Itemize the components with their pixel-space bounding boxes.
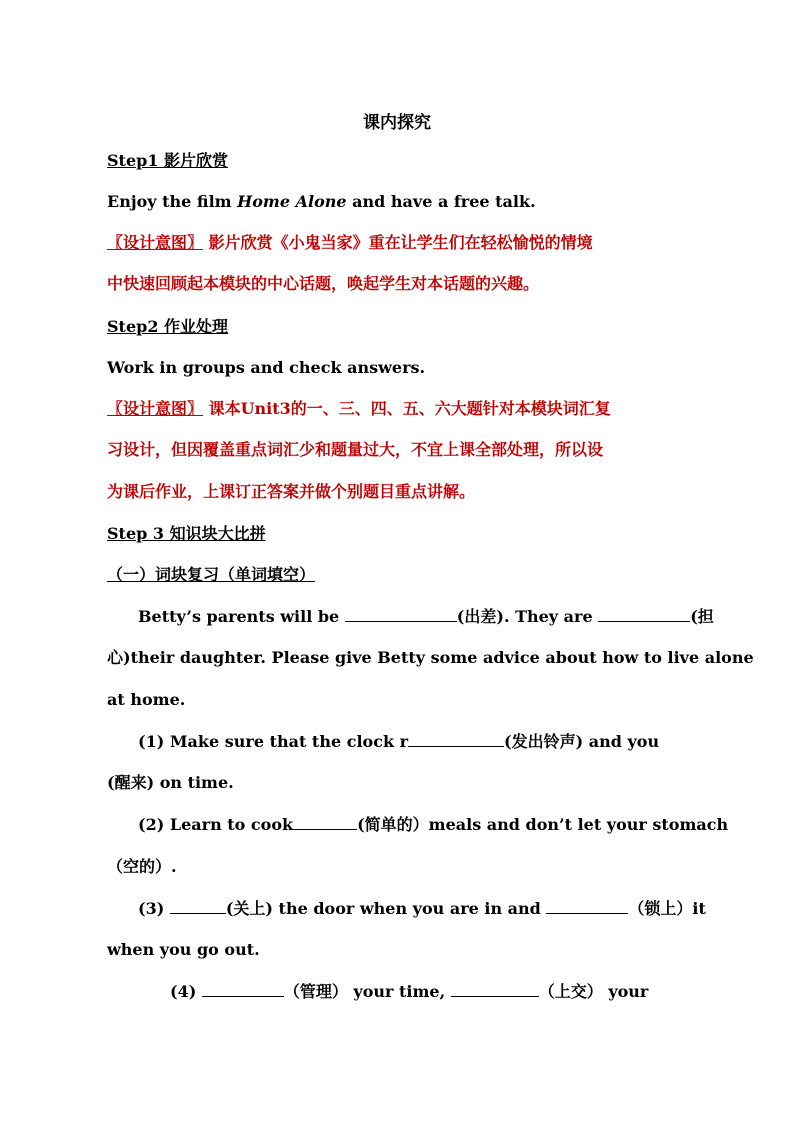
intro-line2: 心)their daughter. Please give Betty some advice about how to live alone [107, 648, 754, 667]
intro-line1: Betty’s parents will be (出差). They are (担 [138, 607, 714, 626]
item-2-line2: （空的）. [107, 857, 177, 876]
step1-intent-line2: 中快速回顾起本模块的中心话题，唤起学生对本话题的兴趣。 [107, 274, 540, 293]
blank-lock[interactable] [546, 899, 628, 914]
item-2-line1: (2) Learn to cook (简单的）meals and don’t let your stomach [138, 815, 729, 834]
item-3-line1: (3) (关上) the door when you are in and （锁上）it [138, 899, 706, 918]
design-intent-label: 〖设计意图〗 [107, 399, 204, 418]
blank-worried[interactable] [598, 607, 690, 622]
step2-intent-line3: 为课后作业，上课订正答案并做个别题目重点讲解。 [107, 482, 476, 501]
step2-task: Work in groups and check answers. [107, 358, 426, 377]
blank-simple[interactable] [293, 815, 357, 830]
item-3-line2: when you go out. [107, 940, 260, 959]
blank-close[interactable] [170, 899, 226, 914]
design-intent-label: 〖设计意图〗 [107, 233, 204, 252]
blank-business-trip[interactable] [345, 607, 457, 622]
blank-ring[interactable] [408, 732, 504, 747]
step2-intent-line2: 习设计，但因覆盖重点词汇少和题量过大，不宜上课全部处理，所以设 [107, 440, 604, 459]
page-title: 课内探究 [363, 113, 431, 133]
step3-heading: Step 3 知识块大比拼 [107, 524, 266, 543]
step1-heading: Step1 影片欣赏 [107, 151, 229, 170]
step1-intent-line1: 〖设计意图〗 影片欣赏《小鬼当家》重在让学生们在轻松愉悦的情境 [107, 233, 593, 252]
step2-heading: Step2 作业处理 [107, 317, 229, 336]
item-1-line1: (1) Make sure that the clock r (发出铃声) and you [138, 732, 660, 751]
blank-manage[interactable] [202, 982, 284, 997]
blank-hand-in[interactable] [451, 982, 539, 997]
intro-line3: at home. [107, 690, 186, 709]
item-4-line1: (4) （管理） your time, （上交） your [170, 982, 649, 1001]
item-1-line2: (醒来) on time. [107, 773, 234, 792]
film-title: Home Alone [237, 192, 347, 211]
step2-intent-line1: 〖设计意图〗 课本Unit3的一、三、四、五、六大题针对本模块词汇复 [107, 399, 611, 418]
step1-task: Enjoy the film Home Alone and have a free talk. [107, 192, 536, 211]
step3-subheading: （一）词块复习（单词填空） [107, 565, 316, 584]
